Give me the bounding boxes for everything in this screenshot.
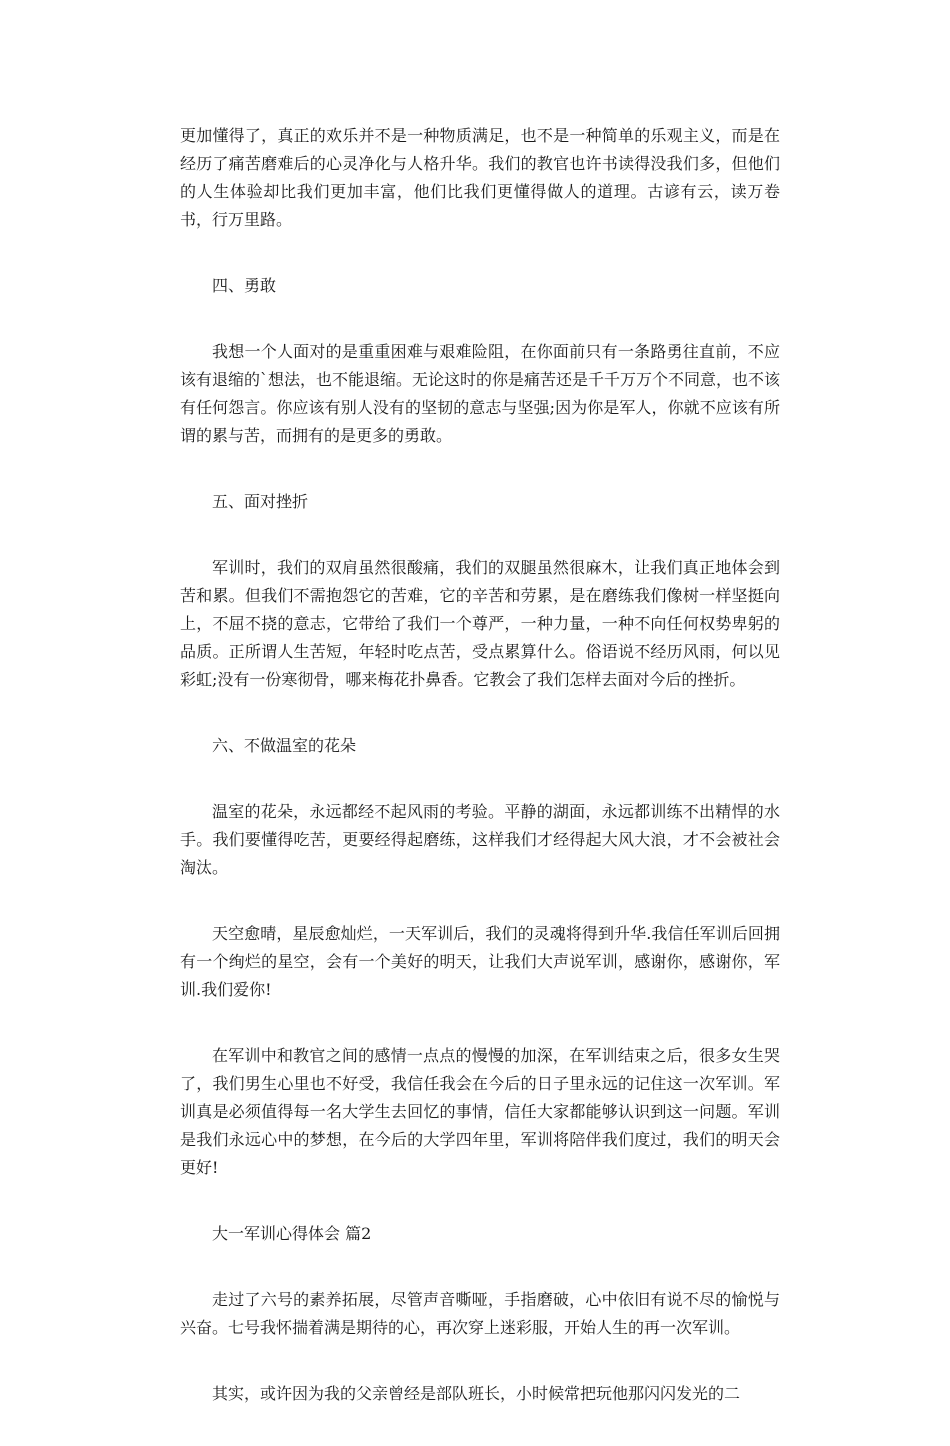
paragraph: 我想一个人面对的是重重困难与艰难险阻，在你面前只有一条路勇往直前，不应该有退缩的`想法，也不能退缩。无论这时的你是痛苦还是千千万万个不同意，也不该有任何怨言。你应该有别人没有的坚韧的意志与坚强;因为你是军人，你就不应该有所谓的累与苦，而拥有的是更多的勇敢。 bbox=[180, 342, 781, 445]
section-heading: 大一军训心得体会 篇2 bbox=[212, 1224, 372, 1243]
section-heading: 四、勇敢 bbox=[212, 276, 277, 295]
paragraph: 在军训中和教官之间的感情一点点的慢慢的加深，在军训结束之后，很多女生哭了，我们男生心里也不好受，我信任我会在今后的日子里永远的记住这一次军训。军训真是必须值得每一名大学生去回忆的事情，信任大家都能够认识到这一问题。军训是我们永远心中的梦想，在今后的大学四年里，军训将陪伴我们度过，我们的明天会更好! bbox=[180, 1046, 780, 1177]
paragraph: 军训时，我们的双肩虽然很酸痛，我们的双腿虽然很麻木，让我们真正地体会到苦和累。但我们不需抱怨它的苦难，它的辛苦和劳累，是在磨练我们像树一样坚挺向上，不屈不挠的意志，它带给了我们一个尊严，一种力量，一种不向任何权势卑躬的品质。正所谓人生苦短，年轻时吃点苦，受点累算什么。俗语说不经历风雨，何以见彩虹;没有一份寒彻骨，哪来梅花扑鼻香。它教会了我们怎样去面对今后的挫折。 bbox=[180, 558, 780, 689]
section-heading: 六、不做温室的花朵 bbox=[212, 736, 357, 755]
paragraph: 更加懂得了，真正的欢乐并不是一种物质满足，也不是一种简单的乐观主义，而是在经历了痛苦磨难后的心灵净化与人格升华。我们的教官也许书读得没我们多，但他们的人生体验却比我们更加丰富，他们比我们更懂得做人的道理。古谚有云，读万卷书，行万里路。 bbox=[180, 126, 780, 229]
section-heading: 五、面对挫折 bbox=[212, 492, 309, 511]
paragraph: 其实，或许因为我的父亲曾经是部队班长，小时候常把玩他那闪闪发光的二 bbox=[212, 1384, 741, 1403]
paragraph: 温室的花朵，永远都经不起风雨的考验。平静的湖面，永远都训练不出精悍的水手。我们要懂得吃苦，更要经得起磨练，这样我们才经得起大风大浪，才不会被社会淘汰。 bbox=[180, 802, 780, 877]
document-body bbox=[180, 122, 780, 1446]
paragraph: 走过了六号的素养拓展，尽管声音嘶哑，手指磨破，心中依旧有说不尽的愉悦与兴奋。七号我怀揣着满是期待的心，再次穿上迷彩服，开始人生的再一次军训。 bbox=[180, 1290, 780, 1337]
paragraph: 天空愈晴，星辰愈灿烂，一天军训后，我们的灵魂将得到升华.我信任军训后回拥有一个绚烂的星空，会有一个美好的明天，让我们大声说军训，感谢你，感谢你，军训.我们爱你! bbox=[180, 924, 780, 999]
